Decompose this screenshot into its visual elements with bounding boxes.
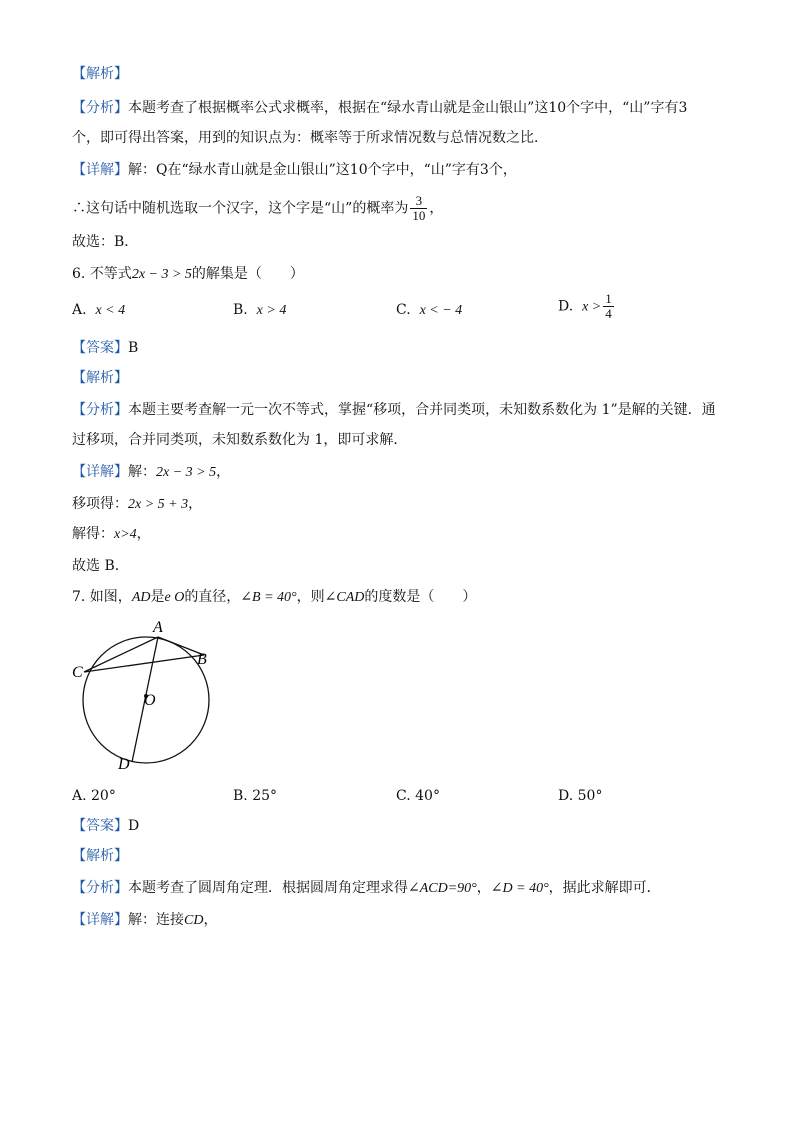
q6-answer-value: B [128,340,139,356]
q6-final: 故选 B． [72,558,129,574]
q6-option-d [558,292,616,321]
q6-step2-suffix: ， [188,496,203,512]
q6-option-d-letter: D. [558,298,574,315]
q5-fenxi-line2: 个，即可得出答案，用到的知识点为：概率等于所求情况数与总情况数之比． [72,130,548,146]
q7-xiangjie-line [72,910,217,931]
q7-label-a: A [153,619,163,636]
q6-step2-prefix: 移项得： [72,496,128,512]
q7-stem-circle: e O [164,590,185,605]
q6-option-d-num: 1 [605,291,612,306]
q5-therefore-line [72,194,443,223]
q5-xiangjie-text1: 解：Q在“绿水青山就是金山银山”这10个字中，“山”字有3个， [128,162,517,178]
q6-step1-prefix: 解： [128,464,156,480]
q6-fenxi-text1: 本题主要考查解一元一次不等式，掌握“移项，合并同类项，未知数系数化为 1”是解的关键．通 [128,402,716,418]
q6-option-d-math: x > [582,299,602,315]
q5-fenxi-text1: 本题考查了根据概率公式求概率，根据在“绿水青山就是金山银山”这10个字中，“山”字有3 [128,100,688,116]
q6-option-b-letter: B. [233,302,248,318]
q6-option-c-math: x < − 4 [419,303,463,318]
q6-step1-math: 2x − 3 > 5 [156,465,217,480]
q7-option-a-value: 20° [91,788,116,804]
q7-option-c-value: 40° [415,788,440,804]
q7-stem-target: ∠CAD [324,590,365,605]
q7-stem [72,587,476,608]
q5-fenxi-line1 [72,98,687,118]
q6-answer-tag: 【答案】 [72,340,128,356]
q7-xiangjie-math: CD [184,913,204,928]
q7-label-b: B [197,651,207,668]
q6-option-c [396,300,462,321]
q6-option-d-den: 4 [605,306,612,321]
q6-stem-suffix: 的解集是（ ） [191,266,304,282]
q6-analysis-tag: 【解析】 [72,370,128,386]
q6-step3-prefix: 解得： [72,526,114,542]
q7-option-b-value: 25° [252,788,278,804]
q7-option-a [72,786,116,806]
q7-label-c: C [72,664,83,681]
q7-fenxi-tag: 【分析】 [72,880,128,896]
q6-stem-math: 2x − 3 > 5 [131,267,192,282]
q7-stem-angle: ∠B = 40° [240,590,297,605]
q7-option-b-letter: B. [233,788,248,804]
q5-therefore-text: ∴这句话中随机选取一个汉字，这个字是“山”的概率为 [72,200,409,217]
q7-option-d-value: 50° [577,788,603,804]
q7-fenxi-prefix: 本题考查了圆周角定理．根据圆周角定理求得 [128,880,408,896]
q7-option-c [396,786,440,806]
q6-option-a [72,300,125,321]
q7-answer-line [72,816,139,836]
q6-step1-suffix: ， [216,464,231,480]
q7-option-c-letter: C. [396,788,411,804]
q7-circle-figure [64,614,224,774]
q7-fenxi-mid: ， [476,880,491,896]
q6-fenxi-line2: 过移项，合并同类项，未知数系数化为 1，即可求解． [72,432,408,448]
q5-xiangjie-tag: 【详解】 [72,162,128,178]
q6-step2 [72,494,202,515]
q7-fenxi-suffix: ，据此求解即可． [548,880,661,896]
q6-option-b [233,300,286,321]
q7-option-b [233,786,277,806]
q5-probability-fraction [410,194,427,223]
q6-answer-line [72,338,138,358]
q6-step1 [72,462,230,483]
q7-fenxi-math1: ∠ACD=90° [408,881,477,896]
q5-fenxi-tag: 【分析】 [72,100,128,116]
q7-label-d: D [118,756,130,773]
q7-answer-value: D [128,818,140,834]
q7-option-d-letter: D. [558,788,574,804]
q6-option-a-math: x < 4 [95,303,126,318]
q7-stem-suffix: 的度数是（ ） [364,589,477,605]
q7-label-o: O [144,692,156,709]
q6-option-c-letter: C. [396,302,411,318]
q7-fenxi-line [72,878,661,899]
q7-stem-mid3: ，则 [296,589,325,605]
q7-analysis-tag: 【解析】 [72,848,128,864]
q6-step2-math: 2x > 5 + 3 [128,497,189,512]
q7-answer-tag: 【答案】 [72,818,128,834]
q7-stem-mid1: 是 [150,589,165,605]
q6-step3 [72,524,151,545]
q5-therefore-suffix: ， [429,200,444,217]
q5-answer-line: 故选：B． [72,234,139,250]
q6-option-d-fraction [603,292,614,321]
q6-option-a-letter: A. [72,302,87,318]
q7-xiangjie-prefix: 解：连接 [128,912,184,928]
q6-xiangjie-tag: 【详解】 [72,464,128,480]
q6-option-b-math: x > 4 [256,303,287,318]
q6-step3-suffix: ， [136,526,151,542]
q6-stem-prefix: 6. 不等式 [72,266,132,282]
q7-stem-prefix: 7. 如图， [72,589,132,605]
q5-prob-numerator: 3 [410,194,427,209]
q5-prob-denominator: 10 [412,208,426,223]
q7-stem-ad: AD [131,590,151,605]
q5-xiangjie-line1 [72,160,517,180]
q5-analysis-tag: 【解析】 [72,66,128,82]
q7-fenxi-math2: ∠D = 40° [490,881,549,896]
q6-step3-math: x>4 [114,527,137,542]
q7-xiangjie-tag: 【详解】 [72,912,128,928]
q7-stem-mid2: 的直径， [184,589,241,605]
q6-fenxi-line1 [72,400,716,420]
q7-xiangjie-suffix: ， [203,912,218,928]
q6-fenxi-tag: 【分析】 [72,402,128,418]
q7-option-a-letter: A. [72,788,87,804]
q6-stem [72,264,304,285]
q7-option-d [558,786,602,806]
